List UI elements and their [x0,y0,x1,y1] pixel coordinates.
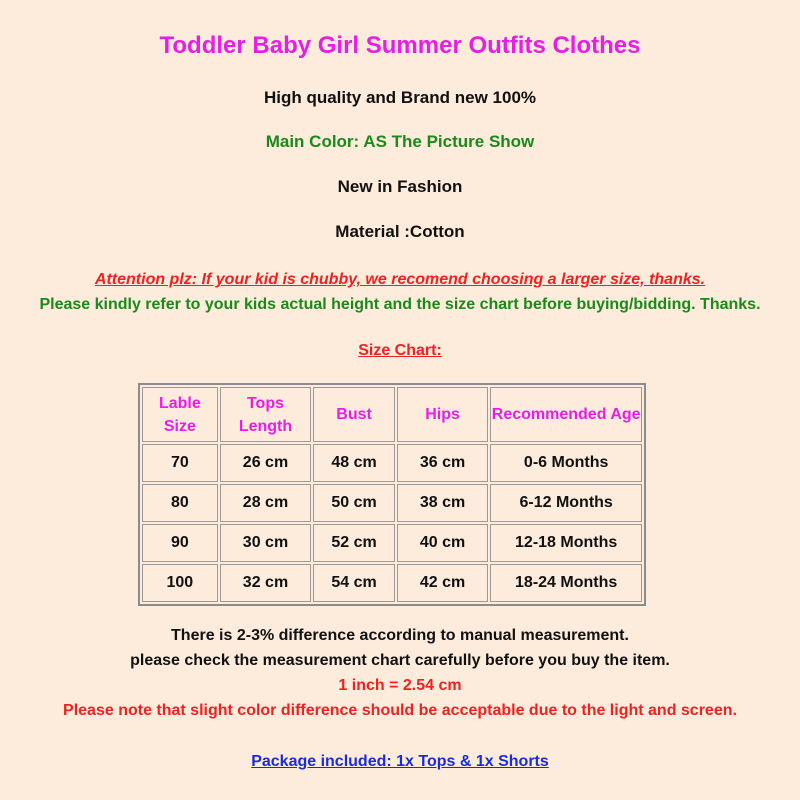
table-cell: 70 [142,444,218,482]
check-chart-note: please check the measurement chart carefully before you buy the item. [130,652,670,669]
header-label-size [142,387,218,442]
table-cell: 52 cm [313,524,395,562]
table-cell: 38 cm [397,484,488,522]
header-bust: Bust [313,387,395,442]
table-cell: 30 cm [220,524,312,562]
header-hips: Hips [397,387,488,442]
main-color-text: Main Color: AS The Picture Show [265,132,535,151]
quality-text: High quality and Brand new 100% [263,88,537,107]
table-cell: 32 cm [220,564,312,602]
table-row [142,484,642,522]
measurement-note: There is 2-3% difference according to manual measurement. [171,627,629,644]
table-row [142,564,642,602]
size-chart-heading: Size Chart: [358,342,442,359]
table-cell: 100 [142,564,218,602]
table-header-row [142,387,642,442]
color-difference-note: Please note that slight color difference should be acceptable due to the light and screen. [63,702,737,719]
inch-conversion-note: 1 inch = 2.54 cm [338,677,462,694]
table-cell: 42 cm [397,564,488,602]
table-cell: 80 [142,484,218,522]
table-cell: 26 cm [220,444,312,482]
fashion-text: New in Fashion [337,177,463,196]
header-recommended-age: Recommended Age [490,387,642,442]
material-text: Material :Cotton [335,222,465,241]
table-row [142,444,642,482]
table-cell: 36 cm [397,444,488,482]
attention-text: Attention plz: If your kid is chubby, we recomend choosing a larger size, thanks. [94,271,706,288]
page-title: Toddler Baby Girl Summer Outfits Clothes [159,32,641,59]
table-cell: 50 cm [313,484,395,522]
size-chart-table [138,383,646,606]
table-row [142,524,642,562]
header-tops-length-line1: Tops [246,394,284,412]
package-included-text: Package included: 1x Tops & 1x Shorts [251,753,549,770]
table-cell: 90 [142,524,218,562]
header-tops-length [220,387,312,442]
header-tops-length-line2: Length [238,417,293,435]
table-cell: 48 cm [313,444,395,482]
header-label-size-line2: Size [163,417,196,435]
refer-size-text: Please kindly refer to your kids actual height and the size chart before buying/bidding. Thanks. [39,296,761,313]
header-label-size-line1: Lable [158,394,201,412]
table-cell: 0-6 Months [490,444,642,482]
table-cell: 28 cm [220,484,312,522]
table-cell: 18-24 Months [490,564,642,602]
table-cell: 40 cm [397,524,488,562]
table-cell: 54 cm [313,564,395,602]
table-cell: 6-12 Months [490,484,642,522]
table-cell: 12-18 Months [490,524,642,562]
